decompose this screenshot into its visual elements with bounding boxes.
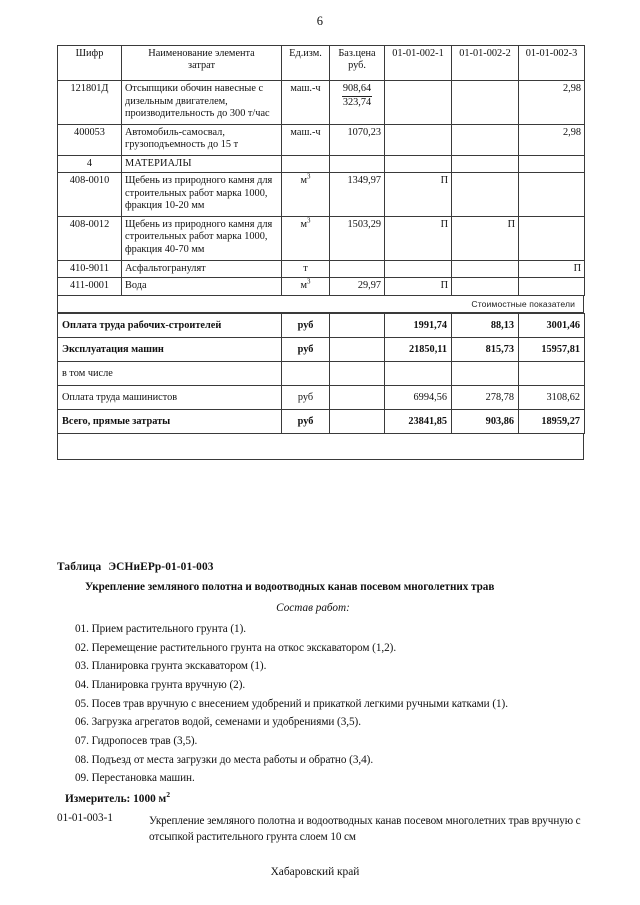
- list-item: 07. Гидропосев трав (3,5).: [75, 735, 198, 748]
- row-price: [330, 81, 385, 125]
- summary-blank: [330, 361, 385, 385]
- summary-value-variant-3: 18959,27: [519, 409, 585, 433]
- measurement-unit-value: 1000 м: [133, 792, 167, 805]
- section-unit-cell: [282, 155, 330, 173]
- summary-row-operators: [58, 385, 585, 409]
- summary-row-machines: [58, 337, 585, 361]
- cost-indicators-band: Стоимостные показатели: [57, 296, 584, 313]
- row-code: 408-0012: [58, 216, 122, 260]
- list-item: 06. Загрузка агрегатов водой, семенами и удобрениями (3,5).: [75, 716, 361, 729]
- summary-blank: [330, 409, 385, 433]
- summary-value-variant-2: [452, 361, 519, 385]
- row-unit-base: м: [300, 218, 308, 230]
- row-price: 29,97: [330, 278, 385, 296]
- row-value-variant-3: П: [519, 260, 585, 278]
- row-price: 1503,29: [330, 216, 385, 260]
- page-number: 6: [316, 14, 324, 28]
- norm-description-line2: вручную с отсыпкой растительного грунта слоем 10 см: [149, 814, 581, 844]
- summary-value-variant-2: 815,73: [452, 337, 519, 361]
- row-unit-exponent: 3: [307, 172, 311, 181]
- row-price: 1349,97: [330, 173, 385, 217]
- summary-value-variant-1: 21850,11: [385, 337, 452, 361]
- summary-label: Оплата труда рабочих-строителей: [58, 313, 282, 337]
- column-header-variant-2: 01-01-002-2: [452, 46, 519, 81]
- measurement-unit-line: [57, 789, 589, 805]
- table-row: [58, 124, 585, 155]
- row-price: 1070,23: [330, 124, 385, 155]
- section-header-row: [58, 155, 585, 173]
- row-value-variant-3: [519, 278, 585, 296]
- row-value-variant-2: [452, 278, 519, 296]
- column-header-variant-1: 01-01-002-1: [385, 46, 452, 81]
- row-value-variant-2: [452, 124, 519, 155]
- list-item: 02. Перемещение растительного грунта на откос экскаватором (1,2).: [75, 641, 397, 654]
- row-value-variant-2: [452, 173, 519, 217]
- section-variant-1-cell: [385, 155, 452, 173]
- row-value-variant-1: П: [385, 278, 452, 296]
- row-code: 400053: [58, 124, 122, 155]
- row-code: 408-0010: [58, 173, 122, 217]
- summary-value-variant-3: [519, 361, 585, 385]
- row-unit-exponent: 3: [307, 216, 311, 225]
- table-row: [58, 216, 585, 260]
- row-value-variant-2: [452, 260, 519, 278]
- row-value-variant-1: [385, 81, 452, 125]
- section-title: МАТЕРИАЛЫ: [122, 155, 282, 173]
- row-price-secondary: 323,74: [342, 96, 372, 108]
- summary-value-variant-3: 3001,46: [519, 313, 585, 337]
- summary-value-variant-1: 1991,74: [385, 313, 452, 337]
- row-value-variant-1: [385, 260, 452, 278]
- summary-row-total: [58, 409, 585, 433]
- row-unit: маш.-ч: [282, 81, 330, 125]
- column-header-price-line1: Баз.цена: [338, 48, 376, 59]
- summary-label: в том числе: [58, 361, 282, 385]
- measurement-unit-exponent: 2: [166, 789, 171, 799]
- work-composition-label: Состав работ:: [276, 601, 350, 614]
- summary-unit: руб: [282, 337, 330, 361]
- row-value-variant-2: [452, 81, 519, 125]
- row-name: Щебень из природного камня для строительных работ марка 1000, фракция 10-20 мм: [122, 173, 282, 217]
- row-value-variant-3: [519, 216, 585, 260]
- summary-label: Оплата труда машинистов: [58, 385, 282, 409]
- row-value-variant-1: П: [385, 216, 452, 260]
- work-title: Укрепление земляного полотна и водоотводных канав посевом многолетних трав: [85, 581, 495, 594]
- row-name: Автомобиль-самосвал, грузоподъемность до 15 т: [122, 124, 282, 155]
- summary-value-variant-1: 23841,85: [385, 409, 452, 433]
- row-unit: [282, 260, 330, 278]
- norm-description: [149, 813, 589, 845]
- section-price-cell: [330, 155, 385, 173]
- summary-unit: руб: [282, 313, 330, 337]
- table-reference-code: ЭСНиЕРр-01-01-003: [108, 561, 214, 573]
- summary-unit: [282, 361, 330, 385]
- table-footer-spacer: [57, 434, 584, 460]
- list-item: 08. Подъезд от места загрузки до места работы и обратно (3,4).: [75, 753, 374, 766]
- column-header-name-line2: затрат: [188, 60, 215, 72]
- row-value-variant-1: П: [385, 173, 452, 217]
- section-variant-3-cell: [519, 155, 585, 173]
- list-item: 04. Планировка грунта вручную (2).: [75, 678, 246, 691]
- estimate-table: [57, 45, 585, 296]
- norm-code: 01-01-003-1: [57, 811, 113, 824]
- column-header-name-line1: Наименование элемента: [148, 48, 255, 59]
- section-variant-2-cell: [452, 155, 519, 173]
- list-item: 09. Перестановка машин.: [75, 772, 195, 785]
- summary-unit: руб: [282, 409, 330, 433]
- row-code: 410-9011: [58, 260, 122, 278]
- row-price: [330, 260, 385, 278]
- column-header-code: Шифр: [58, 46, 122, 81]
- summary-blank: [330, 337, 385, 361]
- row-value-variant-3: 2,98: [519, 81, 585, 125]
- row-unit: [282, 173, 330, 217]
- work-composition-list: [57, 624, 589, 785]
- row-value-variant-3: 2,98: [519, 124, 585, 155]
- list-item: 01. Прием растительного грунта (1).: [75, 622, 247, 635]
- row-unit-exponent: 3: [307, 277, 311, 286]
- summary-blank: [330, 385, 385, 409]
- summary-value-variant-1: 6994,56: [385, 385, 452, 409]
- table-reference-title: [57, 562, 589, 573]
- lower-text-section: [57, 562, 589, 879]
- summary-label: Всего, прямые затраты: [58, 409, 282, 433]
- row-unit: [282, 278, 330, 296]
- column-header-price: [330, 46, 385, 81]
- summary-label: Эксплуатация машин: [58, 337, 282, 361]
- row-name: Вода: [122, 278, 282, 296]
- summary-blank: [330, 313, 385, 337]
- column-header-unit: Ед.изм.: [282, 46, 330, 81]
- measurement-unit-label: Измеритель:: [65, 792, 131, 805]
- summary-value-variant-2: 903,86: [452, 409, 519, 433]
- row-value-variant-2: П: [452, 216, 519, 260]
- region-label: Хабаровский край: [270, 866, 360, 879]
- summary-table: [57, 313, 585, 434]
- column-header-variant-3: 01-01-002-3: [519, 46, 585, 81]
- summary-value-variant-2: 278,78: [452, 385, 519, 409]
- summary-value-variant-2: 88,13: [452, 313, 519, 337]
- table-row: [58, 278, 585, 296]
- row-unit: [282, 216, 330, 260]
- table-reference-label: Таблица: [57, 561, 102, 573]
- table-row: [58, 81, 585, 125]
- column-header-name: [122, 46, 282, 81]
- summary-unit: руб: [282, 385, 330, 409]
- row-value-variant-1: [385, 124, 452, 155]
- row-unit-base: м: [300, 280, 308, 292]
- row-name: Асфальтогранулят: [122, 260, 282, 278]
- table-row: [58, 260, 585, 278]
- row-code: 121801Д: [58, 81, 122, 125]
- table-header-row: [58, 46, 585, 81]
- row-code: 411-0001: [58, 278, 122, 296]
- norm-entry-row: [57, 813, 589, 845]
- summary-value-variant-3: 3108,62: [519, 385, 585, 409]
- row-unit-base: м: [300, 175, 308, 187]
- norm-description-line1: Укрепление земляного полотна и водоотводных канав посевом многолетних трав: [149, 814, 530, 827]
- estimate-table-container: [57, 45, 584, 460]
- row-name: Отсыпщики обочин навесные с дизельным двигателем, производительность до 300 т/час: [122, 81, 282, 125]
- row-name: Щебень из природного камня для строительных работ марка 1000, фракция 40-70 мм: [122, 216, 282, 260]
- table-row: [58, 173, 585, 217]
- row-unit-base: т: [303, 262, 308, 274]
- section-number: 4: [58, 155, 122, 173]
- row-price-base: 908,64: [342, 83, 372, 97]
- summary-value-variant-1: [385, 361, 452, 385]
- column-header-price-line2: руб.: [348, 60, 366, 72]
- summary-row-including: [58, 361, 585, 385]
- summary-row-labor: [58, 313, 585, 337]
- row-value-variant-3: [519, 173, 585, 217]
- list-item: 03. Планировка грунта экскаватором (1).: [75, 660, 267, 673]
- list-item: 05. Посев трав вручную с внесением удобрений и прикаткой легкими ручными катками (1).: [75, 697, 508, 710]
- row-unit: маш.-ч: [282, 124, 330, 155]
- summary-value-variant-3: 15957,81: [519, 337, 585, 361]
